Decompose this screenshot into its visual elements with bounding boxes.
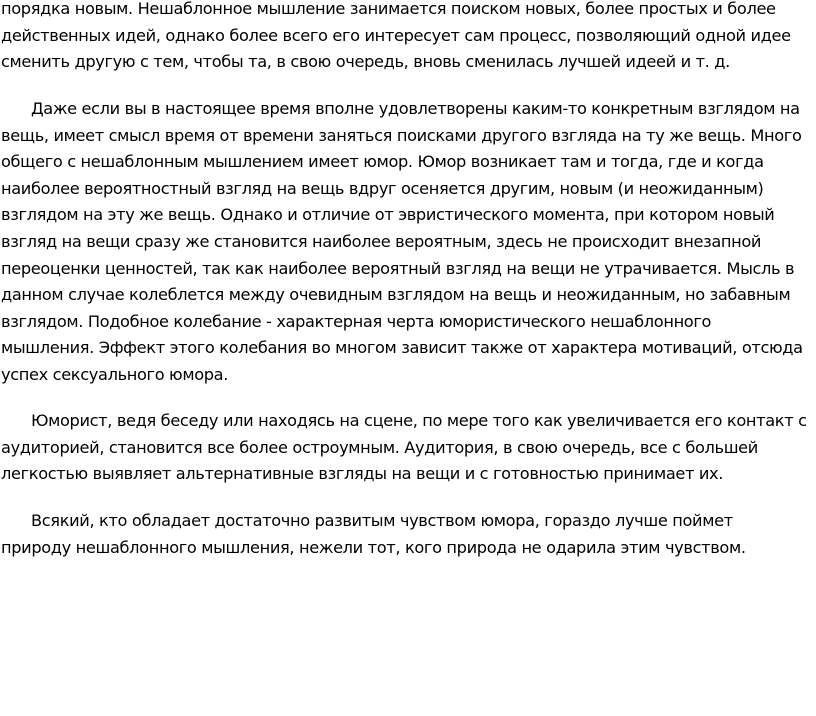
paragraph-humorist: Юморист, ведя беседу или находясь на сцене, по мере того как увеличивается его контакт с аудиторией, становится все более остроумным. Аудитория, в свою очередь, все с большей легкостью выявляет альтернативные взгляды на вещи и с готовностью принимает их. <box>1 411 807 484</box>
paragraph-continuation: порядка новым. Нешаблонное мышление занимается поиском новых, более простых и более действенных идей, однако более всего его интересует сам процесс, позволяющий одной идее сменить другую с тем, чтобы та, в свою очередь, вновь сменилась лучшей идеей и т. д. <box>1 0 791 72</box>
paragraph-conclusion: Всякий, кто обладает достаточно развитым чувством юмора, гораздо лучше поймет природу нешаблонного мышления, нежели тот, кого природа не одарила этим чувством. <box>1 511 746 557</box>
paragraph-humor: Даже если вы в настоящее время вполне удовлетворены каким-то конкретным взглядом на вещь, имеет смысл время от времени заняться поисками другого взгляда на ту же вещь. Много общего с нешаблонным мышлением имеет юмор. Юмор возникает там и тогда, где и когда наиболее вероятностный взгляд на вещь вдруг осеняется другим, новым (и неожиданным) взглядом на эту же вещь. Однако и отличие от эвристического момента, при котором новый взгляд на вещи сразу же становится наиболее вероятным, здесь не происходит внезапной переоценки ценностей, так как наиболее вероятный взгляд на вещи не утрачивается. Мысль в данном случае колеблется между очевидным взглядом на вещь и неожиданным, но забавным взглядом. Подобное колебание - характерная черта юмористического нешаблонного мышления. Эффект этого колебания во многом зависит также от характера мотиваций, отсюда успех сексуального юмора. <box>1 99 803 384</box>
